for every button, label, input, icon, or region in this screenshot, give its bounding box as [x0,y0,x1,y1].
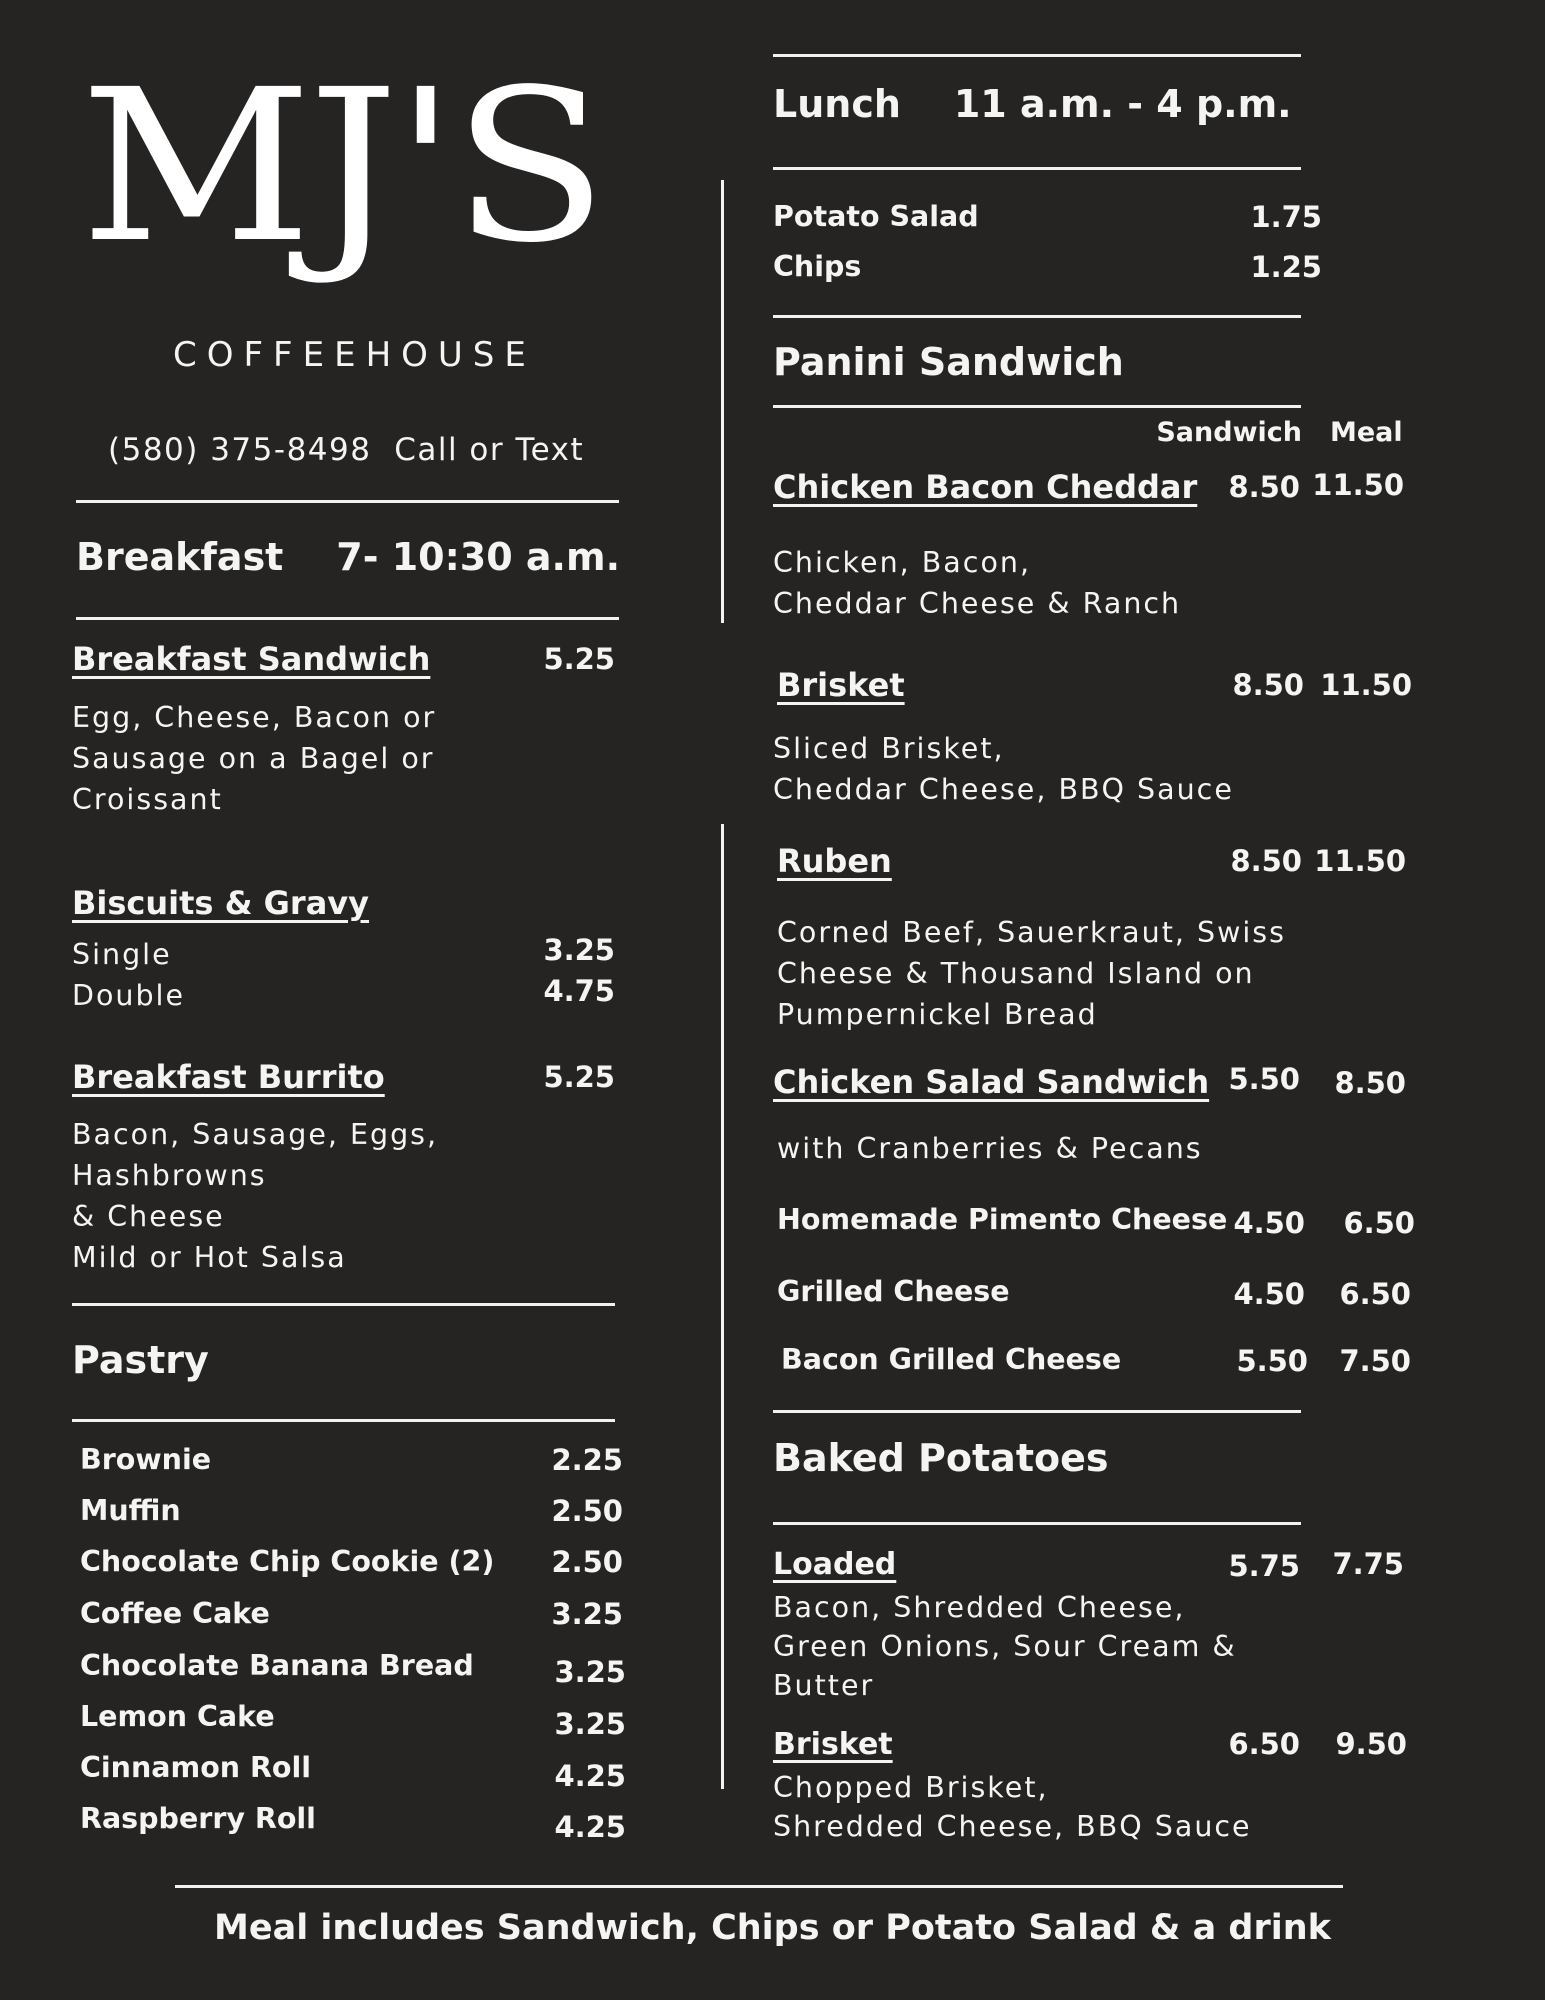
contact-note: Call or Text [394,432,585,468]
desc-line: Shredded Cheese, BBQ Sauce [773,1810,1252,1843]
desc-line: Chopped Brisket, [773,1771,1049,1804]
desc-line: Egg, Cheese, Bacon or [72,701,437,734]
meal-price: 7.75 [1332,1547,1404,1581]
meal-price: 6.50 [1343,1206,1415,1240]
divider [72,1419,615,1422]
sandwich-price: 4.50 [1233,1277,1305,1311]
side-item-name: Chips [773,250,862,283]
menu-item-desc [773,542,1181,624]
sandwich-price: 4.50 [1233,1206,1305,1240]
pastry-item-price: 4.25 [554,1810,626,1844]
menu-item-name: Loaded [773,1547,897,1582]
pastry-item-price: 3.25 [554,1707,626,1741]
desc-line: Pumpernickel Bread [777,998,1098,1031]
meal-price: 11.50 [1320,668,1412,702]
pastry-item-name: Coffee Cake [80,1597,270,1630]
potatoes-title: Baked Potatoes [773,1436,1109,1480]
lunch-header [773,82,1292,126]
pastry-item-name: Chocolate Banana Bread [80,1649,474,1682]
meal-price: 6.50 [1339,1277,1411,1311]
menu-item-name: Chicken Bacon Cheddar [773,468,1198,506]
meal-price: 8.50 [1334,1066,1406,1100]
breakfast-header [76,535,620,579]
divider [175,1885,1343,1888]
menu-item-desc [72,697,436,820]
menu-item-name: Bacon Grilled Cheese [781,1343,1122,1376]
side-item-price: 1.25 [1250,250,1322,284]
menu-item-name: Brisket [777,666,905,704]
menu-item-name: Homemade Pimento Cheese [777,1203,1228,1236]
option-price: 3.25 [543,933,615,967]
desc-line: Cheddar Cheese, BBQ Sauce [773,773,1234,806]
pastry-item-name: Chocolate Chip Cookie (2) [80,1545,495,1578]
pastry-item-name: Cinnamon Roll [80,1751,312,1784]
divider [773,405,1301,408]
phone-number[interactable]: (580) 375-8498 [108,432,372,468]
sandwich-price: 5.50 [1228,1062,1300,1096]
desc-line: Hashbrowns [72,1159,267,1192]
column-header-sandwich: Sandwich [1156,417,1302,448]
pastry-item-price: 2.50 [551,1545,623,1579]
column-header-meal: Meal [1330,417,1403,448]
sandwich-price: 8.50 [1230,844,1302,878]
side-item-price: 1.75 [1250,200,1322,234]
divider [773,1522,1301,1525]
divider [76,500,619,503]
pastry-item-price: 3.25 [551,1597,623,1631]
pastry-item-name: Lemon Cake [80,1700,275,1733]
option-price: 4.75 [543,974,615,1008]
pastry-item-price: 2.25 [551,1443,623,1477]
desc-line: Cheddar Cheese & Ranch [773,587,1182,620]
desc-line: Sliced Brisket, [773,732,1005,765]
pastry-item-name: Raspberry Roll [80,1802,316,1835]
option-label: Single [72,938,172,971]
menu-item-name: Breakfast Burrito [72,1058,385,1096]
pastry-item-price: 3.25 [554,1655,626,1689]
brand-subtitle: COFFEEHOUSE [173,335,536,375]
meal-price: 11.50 [1314,844,1406,878]
option-label: Double [72,979,185,1012]
footer-note: Meal includes Sandwich, Chips or Potato Salad & a drink [214,1908,1331,1948]
desc-line: Chicken, Bacon, [773,546,1031,579]
sandwich-price: 8.50 [1228,470,1300,504]
sandwich-price: 8.50 [1232,668,1304,702]
pastry-item-price: 4.25 [554,1759,626,1793]
meal-price: 9.50 [1335,1727,1407,1761]
breakfast-hours: 7- 10:30 a.m. [336,535,621,579]
menu-item-desc [773,1588,1237,1705]
divider [72,1303,615,1306]
pastry-title: Pastry [72,1338,209,1382]
brand-logo: MJ'S [80,44,604,289]
lunch-title: Lunch [773,82,901,126]
side-item-name: Potato Salad [773,200,979,233]
desc-line: Croissant [72,783,223,816]
pastry-item-price: 2.50 [551,1494,623,1528]
breakfast-title: Breakfast [76,535,284,579]
divider [773,1410,1301,1413]
column-divider [721,180,724,623]
menu-item-desc: with Cranberries & Pecans [777,1132,1203,1165]
meal-price: 7.50 [1339,1344,1411,1378]
divider [773,315,1301,318]
desc-line: Bacon, Shredded Cheese, [773,1591,1186,1624]
menu-item-name: Breakfast Sandwich [72,640,431,678]
pastry-item-name: Muffin [80,1494,181,1527]
meal-price: 11.50 [1312,468,1404,502]
sandwich-price: 5.50 [1236,1344,1308,1378]
menu-item-name: Biscuits & Gravy [72,884,370,922]
divider [773,54,1301,57]
desc-line: Mild or Hot Salsa [72,1241,347,1274]
sandwich-price: 5.75 [1228,1549,1300,1583]
phone-line [108,432,584,468]
menu-item-name: Chicken Salad Sandwich [773,1063,1210,1101]
menu-item-desc [777,912,1286,1035]
divider [773,167,1301,170]
menu-item-price: 5.25 [543,1060,615,1094]
desc-line: & Cheese [72,1200,225,1233]
menu-item-price: 5.25 [543,642,615,676]
pastry-item-name: Brownie [80,1443,212,1476]
menu-item-desc [773,1768,1252,1846]
desc-line: Green Onions, Sour Cream & [773,1630,1237,1663]
panini-title: Panini Sandwich [773,340,1124,384]
desc-line: Corned Beef, Sauerkraut, Swiss [777,916,1287,949]
menu-item-name: Grilled Cheese [777,1275,1010,1308]
menu-item-name: Ruben [777,842,892,880]
column-divider [721,824,724,1789]
lunch-hours: 11 a.m. - 4 p.m. [953,82,1292,126]
menu-item-desc [72,1114,438,1278]
menu-item-name: Brisket [773,1727,893,1762]
desc-line: Cheese & Thousand Island on [777,957,1255,990]
desc-line: Butter [773,1669,875,1702]
sandwich-price: 6.50 [1228,1727,1300,1761]
menu-item-desc [773,728,1234,810]
desc-line: Sausage on a Bagel or [72,742,435,775]
desc-line: Bacon, Sausage, Eggs, [72,1118,439,1151]
divider [76,617,619,620]
